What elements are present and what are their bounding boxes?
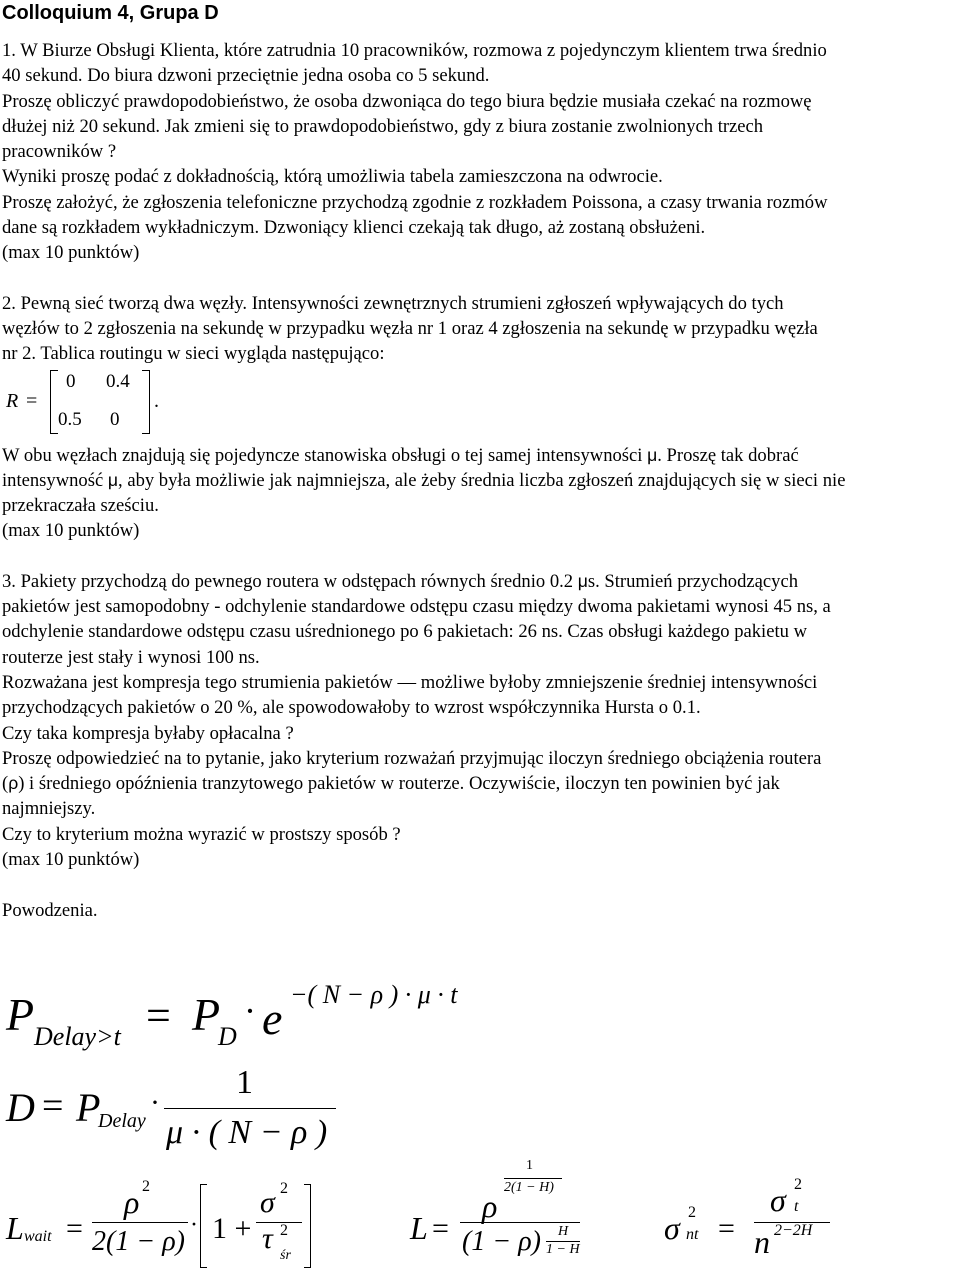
formula-equals: = xyxy=(66,1212,83,1245)
formula-dot: · xyxy=(244,991,256,1031)
fraction-numerator: ρ xyxy=(124,1184,140,1220)
text-segment: , aby była możliwie jak najmniejsza, ale żeby średnia liczba zgłoszeń znajdujących się w sieci nie xyxy=(118,469,846,491)
formula-subscript: t xyxy=(794,1198,799,1215)
closing-text: Powodzenia. xyxy=(2,900,98,922)
text-segment: intensywność xyxy=(2,469,108,491)
mu-symbol: μ xyxy=(647,444,658,465)
points-note: (max 10 punktów) xyxy=(2,849,140,871)
formula-equals: = xyxy=(146,991,171,1040)
formula-subscript: nt xyxy=(686,1226,699,1243)
fraction-denominator: τ xyxy=(262,1222,273,1255)
text-segment: s. Strumień przychodzących xyxy=(587,570,799,592)
formula-subscript: wait xyxy=(24,1228,52,1245)
text-line: najmniejszy. xyxy=(2,798,96,820)
mu-symbol: μ xyxy=(107,469,119,490)
formula-text: 1 + xyxy=(212,1212,252,1245)
formula-subscript: śr xyxy=(280,1248,291,1263)
formula-exponent: 2(1 − H) xyxy=(504,1180,554,1195)
text-line: 40 sekund. Do biura dzwoni przeciętnie jedna osoba co 5 sekund. xyxy=(2,65,490,87)
points-note: (max 10 punktów) xyxy=(2,520,140,542)
text-line: routerze jest stały i wynosi 100 ns. xyxy=(2,646,260,668)
formula-exponent: 1 − H xyxy=(546,1242,580,1257)
fraction-numerator: σ xyxy=(260,1186,275,1219)
rho-symbol: ρ xyxy=(8,773,19,794)
text-line xyxy=(2,468,957,493)
formula-subscript: Delay>t xyxy=(34,1022,121,1051)
matrix-cell: 0 xyxy=(66,370,76,392)
right-bracket xyxy=(142,370,150,434)
matrix-cell: 0 xyxy=(110,408,120,430)
formula-symbol: P xyxy=(192,989,221,1040)
text-line: 1. W Biurze Obsługi Klienta, które zatrudnia 10 pracowników, rozmowa z pojedynczym klientem trwa średnio xyxy=(2,40,827,61)
fraction-numerator: σ xyxy=(770,1182,786,1218)
formula-symbol: e xyxy=(262,993,283,1044)
text-segment: ( xyxy=(2,773,9,795)
formula-exponent: 2 xyxy=(794,1176,802,1193)
formula-symbol: P xyxy=(76,1085,101,1130)
formula-exponent: 2 xyxy=(280,1222,288,1239)
text-line: przekraczała sześciu. xyxy=(2,495,159,517)
formula-exponent: 2 xyxy=(280,1180,288,1197)
fraction-bar xyxy=(504,1178,562,1179)
text-line: 2. Pewną sieć tworzą dwa węzły. Intensywności zewnętrznych strumieni zgłoszeń wpływających do tych xyxy=(2,292,784,314)
text-line: dłużej niż 20 sekund. Jak zmieni się to prawdopodobieństwo, gdy z biura zostanie zwolnionych trzech xyxy=(2,115,764,137)
text-segment: ) i średniego opóźnienia tranzytowego pakietów w routerze. Oczywiście, iloczyn ten powinien być jak xyxy=(18,773,780,795)
fraction-bar xyxy=(460,1222,580,1223)
equals-sign: = xyxy=(26,389,38,412)
matrix-cell: 0.5 xyxy=(58,408,82,430)
mu-symbol: μ xyxy=(577,570,588,591)
formula-subscript: D xyxy=(218,1022,237,1051)
formula-equals: = xyxy=(42,1085,64,1127)
fraction-denominator: 2(1 − ρ) xyxy=(92,1226,185,1257)
problem-3 xyxy=(2,569,957,873)
left-bracket xyxy=(50,370,58,434)
text-line: Proszę odpowiedzieć na to pytanie, jako kryterium rozważań przyjmując iloczyn średniego obciążenia routera xyxy=(2,747,822,769)
right-bracket xyxy=(304,1184,311,1268)
formula-exponent: H xyxy=(558,1224,569,1239)
formula-symbol: L xyxy=(6,1210,24,1246)
page-title: Colloquium 4, Grupa D xyxy=(2,2,219,24)
left-bracket xyxy=(200,1184,207,1268)
text-line: Czy taka kompresja byłaby opłacalna ? xyxy=(2,722,294,744)
formula-equals: = xyxy=(432,1212,449,1245)
formula-symbol: P xyxy=(6,989,35,1040)
routing-matrix xyxy=(2,367,957,443)
fraction-numerator: ρ xyxy=(482,1188,498,1224)
formula-symbol: D xyxy=(6,1085,35,1130)
formula-equals: = xyxy=(718,1212,735,1245)
problem-1 xyxy=(2,38,957,266)
text-line: nr 2. Tablica routingu w sieci wygląda następująco: xyxy=(2,343,385,365)
text-line: Czy to kryterium można wyrazić w prostszy sposób ? xyxy=(2,823,401,845)
text-line: odchylenie standardowe odstępu czasu uśrednionego po 6 pakietach: 26 ns. Czas obsługi każdego pakietu w xyxy=(2,621,807,643)
points-note: (max 10 punktów) xyxy=(2,242,140,264)
matrix-label: R xyxy=(6,389,19,412)
document-body xyxy=(2,38,957,924)
formula-dot: · xyxy=(150,1086,160,1119)
problem-2 xyxy=(2,291,957,544)
fraction-numerator: 1 xyxy=(236,1064,253,1101)
text-segment: 3. Pakiety przychodzą do pewnego routera w odstępach równych średnio 0.2 xyxy=(2,570,578,592)
text-line: Rozważana jest kompresja tego strumienia pakietów — możliwe byłoby zmniejszenie średniej intensywności xyxy=(2,671,818,693)
formula-symbol: σ xyxy=(664,1210,680,1246)
text-line: Wyniki proszę podać z dokładnością, którą umożliwia tabela zamieszczona na odwrocie. xyxy=(2,166,663,188)
text-line: Proszę obliczyć prawdopodobieństwo, że osoba dzwoniąca do tego biura będzie musiała czekać na rozmowę xyxy=(2,90,812,112)
text-line: pakietów jest samopodobny - odchylenie standardowe odstępu czasu między dwoma pakietami wynosi 45 ns, a xyxy=(2,596,831,618)
matrix-cell: 0.4 xyxy=(106,370,130,392)
fraction-denominator: n xyxy=(754,1224,770,1260)
text-line: węzłów to 2 zgłoszenia na sekundę w przypadku węzła nr 1 oraz 4 zgłoszenia na sekundę w przypadku węzła xyxy=(2,317,818,339)
text-line: przychodzących pakietów o 20 %, ale spowodowałoby to wzrost współczynnika Hursta o 0.1. xyxy=(2,697,701,719)
text-line xyxy=(2,569,957,594)
formula-dot: · xyxy=(190,1212,198,1238)
text-line: Proszę założyć, że zgłoszenia telefoniczne przychodzą zgodnie z rozkładem Poissona, a czasy trwania rozmów xyxy=(2,191,828,213)
fraction-bar xyxy=(164,1108,336,1109)
formula-exponent: −( N − ρ ) · μ · t xyxy=(290,980,458,1009)
text-line xyxy=(2,771,957,796)
fraction-denominator: μ · ( N − ρ ) xyxy=(166,1114,328,1151)
formula-exponent: 1 xyxy=(526,1158,533,1173)
formula-symbol: L xyxy=(410,1210,428,1246)
text-line xyxy=(2,443,957,468)
formula-block xyxy=(0,960,960,1285)
text-segment: . Proszę tak dobrać xyxy=(657,444,799,466)
text-line: pracowników ? xyxy=(2,141,117,163)
text-segment: W obu węzłach znajdują się pojedyncze stanowiska obsługi o tej samej intensywności xyxy=(2,444,648,466)
text-line: dane są rozkładem wykładniczym. Dzwoniący klienci czekają tak długo, aż zostaną obsłużeni. xyxy=(2,217,706,239)
formula-subscript: Delay xyxy=(98,1110,146,1132)
formula-exponent: 2 xyxy=(142,1178,150,1195)
formula-exponent: 2−2H xyxy=(774,1222,813,1239)
matrix-period: . xyxy=(154,389,159,412)
formula-exponent: 2 xyxy=(688,1204,696,1221)
fraction-denominator: (1 − ρ) xyxy=(462,1226,541,1257)
fraction-bar xyxy=(92,1222,188,1223)
